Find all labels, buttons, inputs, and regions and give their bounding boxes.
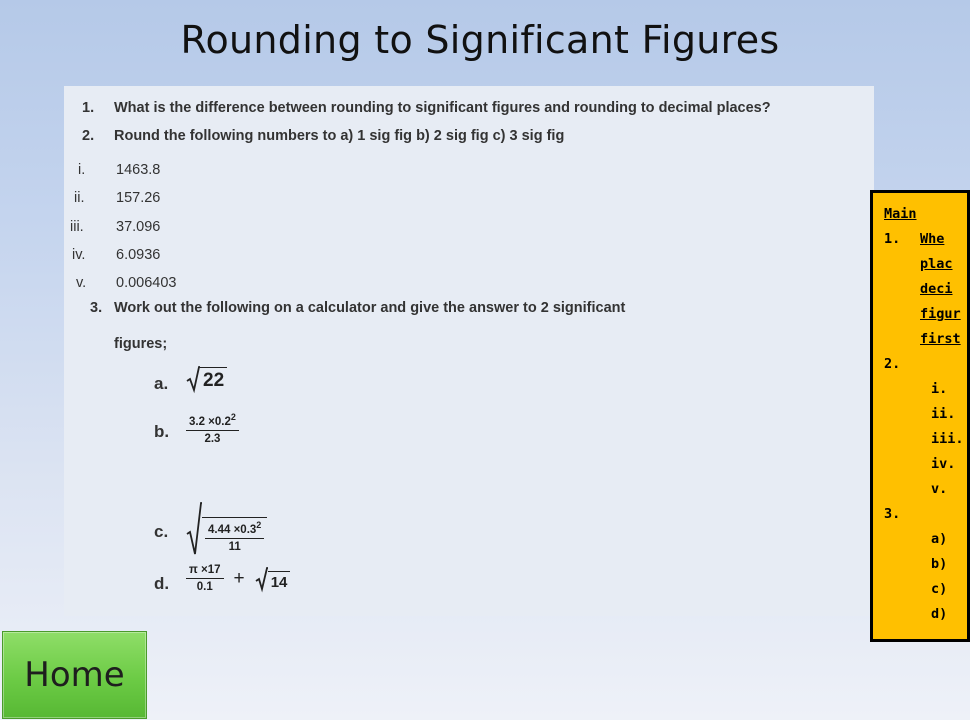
answers-q2-number: 2.: [884, 356, 901, 372]
answers-q1-line: figur: [920, 306, 961, 322]
part-b-expression: [186, 412, 239, 445]
answers-q2-item: ii.: [931, 406, 956, 422]
number-label: iv.: [72, 247, 86, 263]
answers-q3-number: 3.: [884, 506, 901, 522]
q2-text: Round the following numbers to a) 1 sig fig b) 2 sig fig c) 3 sig fig: [114, 128, 565, 144]
number-label: iii.: [70, 219, 84, 235]
part-d-radicand: 14: [268, 571, 291, 591]
part-d-expression: [186, 564, 290, 593]
part-c-exponent: 2: [256, 520, 262, 531]
part-c-expression: [186, 502, 267, 556]
part-c-fraction: [205, 520, 264, 553]
q1-text: What is the difference between rounding to significant figures and rounding to decimal places?: [114, 100, 771, 116]
square-root-icon: [186, 366, 227, 392]
answers-q1-line: deci: [920, 281, 953, 297]
answers-q3-item: d): [931, 606, 948, 622]
part-d-plus: +: [233, 567, 245, 589]
q3-text-line2: figures;: [114, 336, 168, 352]
answers-q3-item: c): [931, 581, 948, 597]
part-c-letter: c.: [154, 522, 169, 541]
answers-q1-number: 1.: [884, 231, 901, 247]
answers-q1-line: Whe: [920, 231, 945, 247]
answers-q2-item: iv.: [931, 456, 956, 472]
part-d-denominator: 0.1: [186, 578, 224, 593]
part-d-letter: d.: [154, 574, 170, 593]
part-b-denominator: 2.3: [186, 430, 239, 445]
number-value: 6.0936: [116, 247, 161, 263]
q3-number: 3.: [90, 300, 103, 316]
part-d-numerator: π ×17: [189, 564, 221, 576]
q1-number: 1.: [82, 100, 95, 116]
number-value: 157.26: [116, 190, 161, 206]
part-c-denominator: 11: [205, 538, 264, 553]
slide-title: Rounding to Significant Figures: [180, 18, 780, 62]
q2-number: 2.: [82, 128, 95, 144]
part-c-numerator: 4.44 ×0.3: [208, 524, 257, 536]
worksheet-image: [64, 86, 874, 616]
number-label: i.: [78, 162, 86, 178]
number-label: v.: [76, 275, 87, 291]
part-b-numerator: 3.2 ×0.2: [189, 415, 231, 428]
home-button[interactable]: Home: [2, 631, 147, 719]
number-label: ii.: [74, 190, 85, 206]
answers-q2-item: i.: [931, 381, 948, 397]
number-value: 0.006403: [116, 275, 177, 291]
part-a-letter: a.: [154, 374, 169, 393]
q3-text-line1: Work out the following on a calculator and give the answer to 2 significant: [114, 300, 626, 316]
number-value: 1463.8: [116, 162, 161, 178]
answers-heading: Main: [884, 206, 917, 222]
part-d-fraction: [186, 564, 224, 593]
answers-q1-line: plac: [920, 256, 953, 272]
part-a-expression: [186, 366, 227, 392]
part-b-letter: b.: [154, 422, 170, 441]
answers-q2-item: v.: [931, 481, 948, 497]
square-root-icon: [186, 502, 267, 556]
answers-q1-line: first: [920, 331, 961, 347]
part-a-radicand: 22: [200, 367, 227, 392]
part-b-exponent: 2: [230, 412, 236, 422]
square-root-icon: [255, 567, 291, 591]
number-value: 37.096: [116, 219, 161, 235]
answers-panel: [870, 190, 970, 642]
answers-q3-item: b): [931, 556, 948, 572]
answers-q3-item: a): [931, 531, 948, 547]
answers-q2-item: iii.: [931, 431, 964, 447]
part-b-fraction: [186, 412, 239, 445]
